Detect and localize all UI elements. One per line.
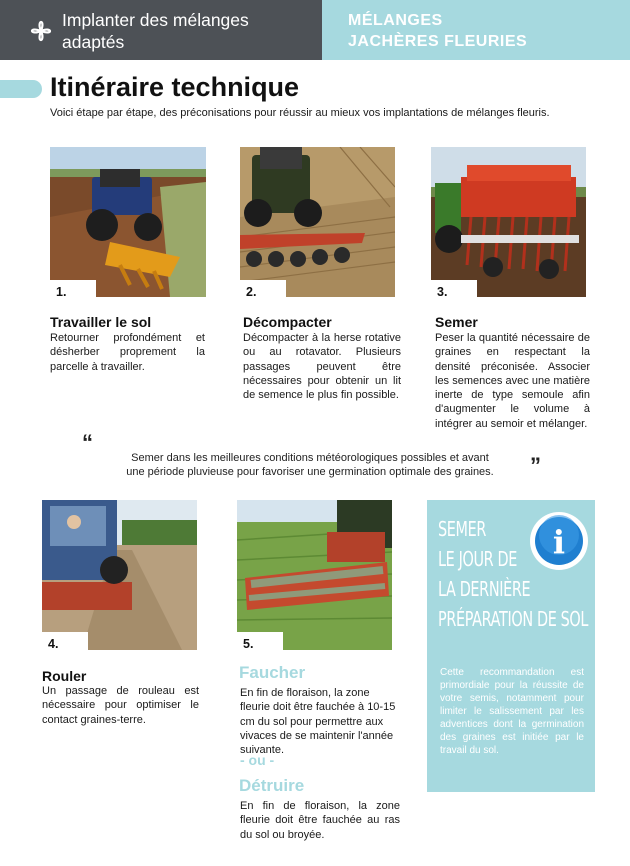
info-badge-letter: i	[552, 523, 566, 561]
header-title-line1: Implanter des mélanges	[62, 10, 249, 30]
header-tag	[348, 10, 527, 52]
step-2-title: Décompacter	[243, 314, 332, 330]
quote-line2: une période pluvieuse pour favoriser une germination optimale des graines.	[126, 466, 494, 478]
info-heading-line1: SEMER	[438, 517, 486, 541]
title-accent-pill	[0, 80, 42, 98]
quote-close-mark: ”	[530, 453, 541, 478]
step-2-photo	[240, 147, 395, 297]
step-5-text: En fin de floraison, la zone fleurie doit être fauchée à 10-15 cm du sol pour permettre aux vivaces de se maintenir l'année suivante.	[240, 687, 396, 757]
step-1-title: Travailler le sol	[50, 314, 152, 330]
intro-text: Voici étape par étape, des préconisations pour réussir au mieux vos implantations de mélanges fleuris.	[50, 107, 550, 119]
step-2-text: Décompacter à la herse rotative ou au rotavator. Plusieurs passages peuvent être nécessaires pour obtenir un lit de semence le plus fin possible.	[243, 332, 401, 402]
step-1-number: 1.	[50, 280, 96, 304]
header-tag-line1: MÉLANGES	[348, 12, 443, 29]
info-badge-icon	[528, 510, 590, 572]
step-5-title: Faucher	[239, 663, 306, 682]
info-heading-line4: PRÉPARATION DE SOL	[438, 607, 589, 631]
header-tag-line2: JACHÈRES FLEURIES	[348, 33, 528, 50]
step-3-text: Peser la quantité nécessaire de graines en respectant la densité préconisée. Associer les semences avec une matière inerte de type semoule afin d'augmenter le volume à intégrer au semoir et mélanger.	[435, 332, 590, 430]
step-1-photo	[50, 147, 206, 297]
step-5-alt-title: Détruire	[239, 776, 305, 795]
quote-line1: Semer dans les meilleures conditions météorologiques possibles et avant	[131, 452, 489, 464]
step-5-number: 5.	[237, 632, 283, 656]
step-1-text: Retourner profondément et désherber proprement la parcelle à travailler.	[50, 332, 205, 373]
header-title-line2: adaptés	[62, 32, 125, 52]
step-3-title: Semer	[435, 314, 478, 330]
step-4-title: Rouler	[42, 668, 87, 684]
step-3-photo	[431, 147, 586, 297]
step-5-photo	[237, 500, 392, 650]
step-4-photo	[42, 500, 197, 650]
quote-text	[100, 451, 520, 479]
step-5-alt-text: En fin de floraison, la zone fleurie doit être fauchée au ras du sol ou broyée.	[240, 800, 400, 841]
step-3-number: 3.	[431, 280, 477, 304]
step-4-text: Un passage de rouleau est nécessaire pour optimiser le contact graines-terre.	[42, 685, 199, 726]
info-heading-line2: LE JOUR DE	[438, 547, 517, 571]
step-4-number: 4.	[42, 632, 88, 656]
info-heading-line3: LA DERNIÈRE	[438, 577, 531, 601]
step-5-separator: - ou -	[240, 752, 275, 768]
page-title: Itinéraire technique	[50, 72, 300, 102]
info-body: Cette recommandation est primordiale pour la réussite de votre semis, notamment pour limiter le salissement par les adventices dont la germination des graines est initiée par le travail du sol.	[440, 667, 584, 756]
flower-logo-icon	[24, 14, 58, 48]
quote-open-mark: “	[82, 430, 93, 455]
header-title	[62, 9, 249, 53]
step-2-number: 2.	[240, 280, 286, 304]
